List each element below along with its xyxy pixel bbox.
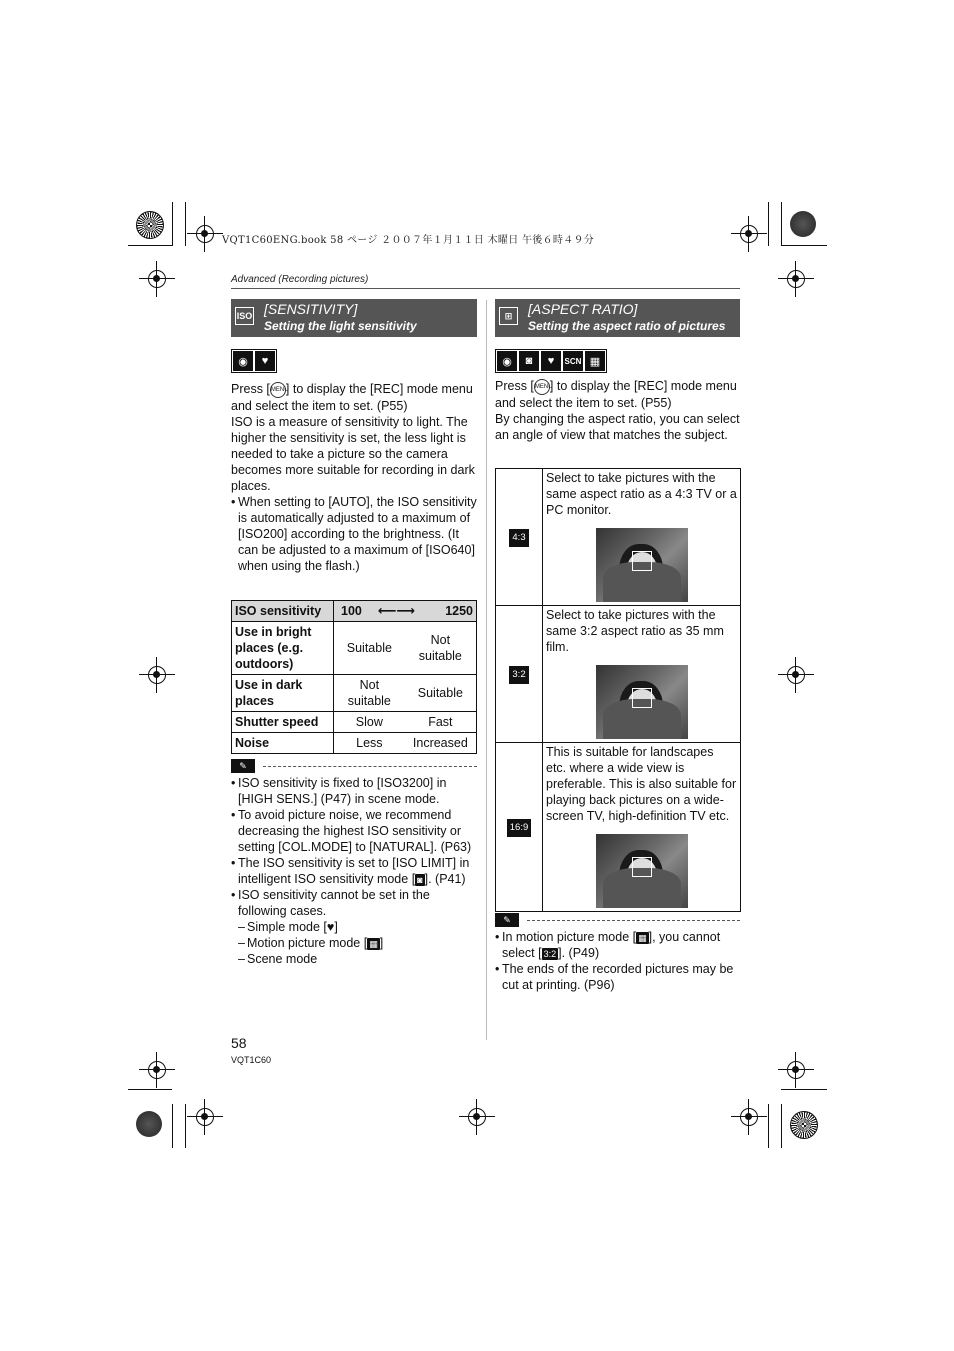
registration-starburst-icon	[136, 211, 164, 239]
note-dash-line	[263, 766, 477, 767]
heart-icon: ♥	[326, 920, 335, 934]
print-info-line: VQT1C60ENG.book 58 ページ ２００７年１月１１日 木曜日 午後６時４９分	[222, 235, 595, 246]
registration-disk-icon	[136, 1111, 162, 1137]
crosshair-icon	[187, 216, 223, 252]
ratio-16-9-chip: 16:9	[507, 819, 532, 837]
film-icon: ▦	[585, 351, 605, 371]
list-item: • When setting to [AUTO], the ISO sensitivity is automatically adjusted to a maximum of [ISO200] according to the brightness. (It can be adjusted to a maximum of [ISO640] when using the flash.)	[231, 494, 477, 574]
registration-disk-icon	[790, 211, 816, 237]
crosshair-icon	[139, 261, 175, 297]
crosshair-icon	[139, 657, 175, 693]
sensitivity-header	[231, 299, 477, 337]
crosshair-icon	[459, 1099, 495, 1135]
iso-camera-icon: ◙	[519, 351, 539, 371]
crop-mark	[781, 1104, 782, 1148]
sensitivity-para: ISO is a measure of sensitivity to light. The higher the sensitivity is set, the less light is needed to take a picture so the camera becomes more suitable for recording in dark places.	[231, 414, 475, 493]
sensitivity-body	[231, 381, 477, 574]
crop-mark	[781, 245, 827, 246]
page-number: 58	[231, 1035, 247, 1051]
crop-mark	[128, 245, 172, 246]
section-label: Advanced (Recording pictures)	[231, 274, 369, 285]
camera-icon: ◉	[497, 351, 517, 371]
film-icon: ▦	[369, 938, 378, 949]
list-item: – Simple mode [♥]	[238, 919, 479, 935]
aspect-ratio-subtitle: Setting the aspect ratio of pictures	[528, 319, 726, 333]
note-dash-line	[527, 920, 740, 921]
header-rule	[231, 288, 740, 289]
crop-mark	[128, 1089, 172, 1090]
sensitivity-title: [SENSITIVITY]	[264, 301, 358, 317]
list-item: • ISO sensitivity cannot be set in the following cases. – Simple mode [♥] – Motion picture mode [ ▦ ] – Scene mode	[231, 887, 479, 967]
aspect-body	[495, 378, 740, 443]
aspect-note-header	[495, 913, 740, 927]
list-item: – Motion picture mode [ ▦ ]	[238, 935, 479, 951]
crop-mark	[172, 1104, 173, 1148]
iso-table	[231, 600, 477, 754]
table-row: Shutter speed Slow Fast	[232, 712, 477, 733]
crosshair-icon	[778, 1052, 814, 1088]
list-item: • The ends of the recorded pictures may be cut at printing. (P96)	[495, 961, 741, 993]
heart-icon: ♥	[541, 351, 561, 371]
menu-button-icon: MENU	[534, 379, 550, 395]
crop-mark	[185, 1104, 186, 1148]
note-icon: ✎	[495, 913, 519, 927]
list-item: • The ISO sensitivity is set to [ISO LIMIT] in intelligent ISO sensitivity mode [ ◙ ]. (P41)	[231, 855, 479, 887]
crop-mark	[185, 202, 186, 246]
double-arrow-icon: ⟵⟶	[377, 603, 415, 618]
ratio-4-3-chip: 4:3	[509, 529, 528, 547]
ratio-3-2-desc: Select to take pictures with the same 3:2 aspect ratio as 35 mm film.	[546, 608, 724, 654]
ratio-3-2-inline-chip: 3:2	[543, 948, 557, 959]
table-row: Use in bright places (e.g. outdoors) Suitable Not suitable	[232, 622, 477, 675]
aspect-intro: Press [MENU] to display the [REC] mode menu and select the item to set. (P55)	[495, 379, 737, 410]
sensitivity-note-header	[231, 759, 477, 773]
table-row: Use in dark places Not suitable Suitable	[232, 675, 477, 712]
crosshair-icon	[731, 216, 767, 252]
sensitivity-subtitle: Setting the light sensitivity	[264, 319, 417, 333]
film-icon: ▦	[638, 932, 647, 943]
sensitivity-notes	[231, 775, 479, 967]
list-item: • To avoid picture noise, we recommend decreasing the highest ISO sensitivity or setting [COL.MODE] to [NATURAL]. (P63)	[231, 807, 479, 855]
table-row	[496, 606, 741, 743]
intelligent-iso-icon: ◙	[417, 874, 423, 885]
crosshair-icon	[187, 1099, 223, 1135]
menu-button-icon: MENU	[270, 382, 286, 398]
crop-mark	[172, 202, 173, 246]
crosshair-icon	[731, 1099, 767, 1135]
aspect-ratio-title: [ASPECT RATIO]	[528, 301, 638, 317]
aspect-ratio-header	[495, 299, 740, 337]
list-item: – Scene mode	[238, 951, 479, 967]
aspect-notes	[495, 929, 741, 993]
ratio-3-2-chip: 3:2	[509, 666, 528, 684]
crop-mark	[781, 202, 782, 246]
table-row	[496, 743, 741, 912]
sensitivity-mode-icons	[231, 349, 277, 373]
list-item: • In motion picture mode [ ▦ ], you cannot select [ 3:2 ]. (P49)	[495, 929, 741, 961]
aspect-ratio-icon: ⊞	[499, 307, 518, 325]
sample-photo-3-2	[596, 665, 688, 739]
sensitivity-intro: Press [MENU] to display the [REC] mode menu and select the item to set. (P55)	[231, 382, 473, 413]
crosshair-icon	[778, 261, 814, 297]
crop-mark	[781, 1089, 827, 1090]
list-item: • ISO sensitivity is fixed to [ISO3200] in [HIGH SENS.] (P47) in scene mode.	[231, 775, 479, 807]
aspect-para: By changing the aspect ratio, you can select an angle of view that matches the subject.	[495, 411, 740, 442]
table-header-range: 100 ⟵⟶ 1250	[334, 601, 477, 622]
heart-icon: ♥	[255, 351, 275, 371]
sample-photo-4-3	[596, 528, 688, 602]
registration-starburst-icon	[790, 1111, 818, 1139]
table-row	[496, 469, 741, 606]
crosshair-icon	[778, 657, 814, 693]
table-header-label: ISO sensitivity	[232, 601, 334, 622]
aspect-table	[495, 468, 741, 912]
case-list	[238, 919, 479, 967]
note-icon: ✎	[231, 759, 255, 773]
column-divider	[486, 300, 487, 1040]
table-row	[232, 601, 477, 622]
camera-icon: ◉	[233, 351, 253, 371]
iso-icon: ISO	[235, 307, 254, 325]
ratio-16-9-desc: This is suitable for landscapes etc. where a wide view is preferable. This is also suitable for playing back pictures on a wide-screen TV, high-definition TV etc.	[546, 745, 737, 823]
crop-mark	[768, 202, 769, 246]
sensitivity-bullets	[231, 494, 477, 574]
sample-photo-16-9	[596, 834, 688, 908]
crosshair-icon	[139, 1052, 175, 1088]
model-code: VQT1C60	[231, 1055, 272, 1065]
ratio-4-3-desc: Select to take pictures with the same aspect ratio as a 4:3 TV or a PC monitor.	[546, 471, 737, 517]
table-row: Noise Less Increased	[232, 733, 477, 754]
aspect-mode-icons	[495, 349, 607, 373]
crop-mark	[768, 1104, 769, 1148]
scn-icon: SCN	[563, 351, 583, 371]
